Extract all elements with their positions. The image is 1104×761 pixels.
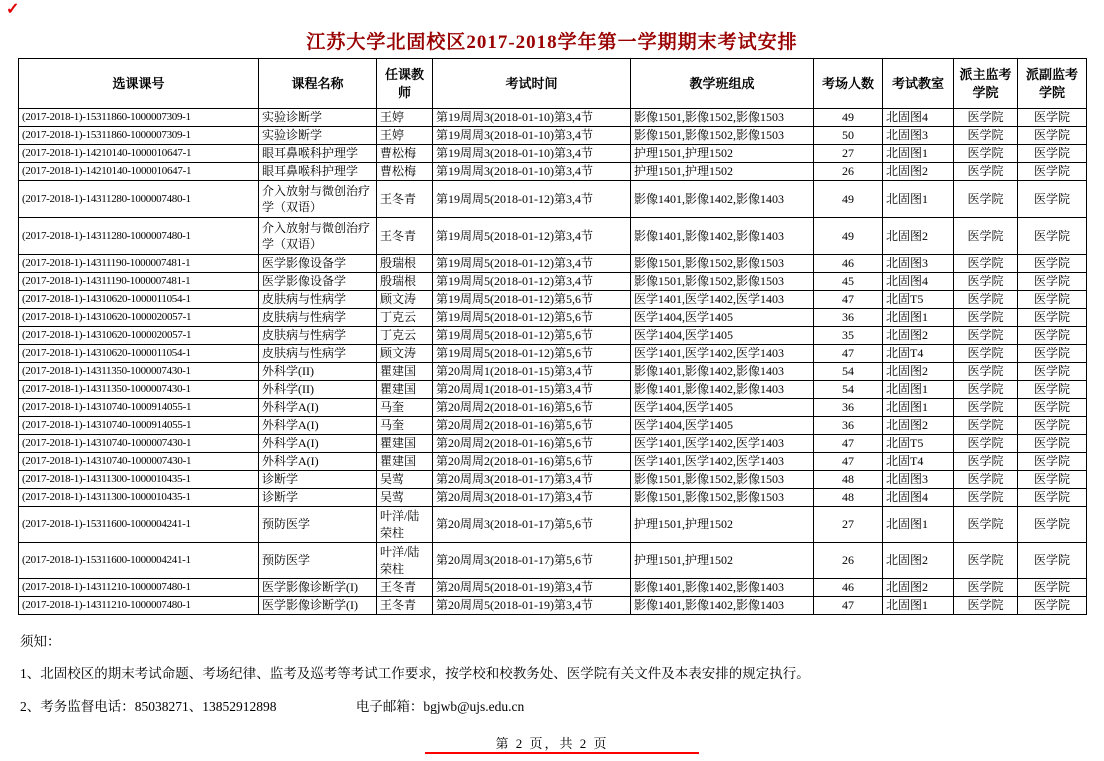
table-row	[19, 327, 1087, 345]
table-cell: 第20周周2(2018-01-16)第5,6节	[433, 453, 631, 471]
table-cell: (2017-2018-1)-14311190-1000007481-1	[19, 273, 259, 291]
table-cell: 医学影像诊断学(I)	[259, 597, 377, 615]
table-cell: 47	[814, 435, 883, 453]
table-cell: (2017-2018-1)-14310740-1000007430-1	[19, 453, 259, 471]
column-header: 课程名称	[259, 59, 377, 109]
table-cell: 北固图1	[883, 381, 954, 399]
table-cell: 叶洋/陆荣柱	[377, 543, 433, 579]
table-cell: (2017-2018-1)-14310740-1000914055-1	[19, 417, 259, 435]
table-cell: 36	[814, 309, 883, 327]
table-cell: 医学院	[1018, 507, 1087, 543]
table-cell: 外科学(II)	[259, 381, 377, 399]
column-header: 考试教室	[883, 59, 954, 109]
table-cell: 医学院	[954, 489, 1018, 507]
table-cell: 预防医学	[259, 507, 377, 543]
column-header: 派副监考学院	[1018, 59, 1087, 109]
table-cell: 北固图2	[883, 579, 954, 597]
page-title: 江苏大学北固校区2017-2018学年第一学期期末考试安排	[306, 32, 798, 53]
table-cell: 49	[814, 218, 883, 255]
table-cell: 丁克云	[377, 327, 433, 345]
table-cell: 北固T5	[883, 291, 954, 309]
table-cell: 医学院	[1018, 109, 1087, 127]
table-cell: 眼耳鼻喉科护理学	[259, 163, 377, 181]
table-cell: (2017-2018-1)-14311300-1000010435-1	[19, 489, 259, 507]
table-cell: 医学院	[954, 109, 1018, 127]
table-cell: 医学院	[1018, 471, 1087, 489]
table-cell: 医学院	[1018, 309, 1087, 327]
table-row	[19, 181, 1087, 218]
table-cell: 医学院	[954, 163, 1018, 181]
red-check-icon: ✓	[6, 1, 20, 18]
table-cell: (2017-2018-1)-15311860-1000007309-1	[19, 109, 259, 127]
table-cell: (2017-2018-1)-14210140-1000010647-1	[19, 145, 259, 163]
table-cell: 医学院	[1018, 181, 1087, 218]
table-cell: (2017-2018-1)-14310620-1000020057-1	[19, 327, 259, 345]
table-cell: 医学1404,医学1405	[631, 309, 814, 327]
table-cell: 皮肤病与性病学	[259, 327, 377, 345]
table-row	[19, 363, 1087, 381]
table-cell: 影像1401,影像1402,影像1403	[631, 218, 814, 255]
table-row	[19, 291, 1087, 309]
table-cell: 王冬青	[377, 218, 433, 255]
table-row	[19, 399, 1087, 417]
table-row	[19, 579, 1087, 597]
table-row	[19, 255, 1087, 273]
table-row	[19, 109, 1087, 127]
table-cell: 第19周周5(2018-01-12)第5,6节	[433, 309, 631, 327]
table-row	[19, 471, 1087, 489]
table-cell: 顾文涛	[377, 291, 433, 309]
table-cell: 医学院	[954, 507, 1018, 543]
table-cell: 影像1401,影像1402,影像1403	[631, 181, 814, 218]
column-header: 考场人数	[814, 59, 883, 109]
table-cell: 医学影像诊断学(I)	[259, 579, 377, 597]
table-cell: 瞿建国	[377, 453, 433, 471]
column-header: 选课课号	[19, 59, 259, 109]
table-cell: 丁克云	[377, 309, 433, 327]
table-row	[19, 127, 1087, 145]
table-cell: 影像1501,影像1502,影像1503	[631, 109, 814, 127]
table-cell: 吴莺	[377, 489, 433, 507]
table-cell: 医学院	[1018, 543, 1087, 579]
page-number-underline	[425, 752, 699, 754]
table-cell: 第20周周2(2018-01-16)第5,6节	[433, 435, 631, 453]
table-cell: 第19周周5(2018-01-12)第5,6节	[433, 327, 631, 345]
table-cell: 外科学(II)	[259, 363, 377, 381]
table-cell: 医学院	[954, 381, 1018, 399]
table-cell: 医学院	[954, 327, 1018, 345]
table-cell: 北固图2	[883, 417, 954, 435]
table-cell: (2017-2018-1)-14311280-1000007480-1	[19, 181, 259, 218]
table-cell: 医学院	[1018, 273, 1087, 291]
table-cell: 影像1401,影像1402,影像1403	[631, 579, 814, 597]
table-cell: 第19周周3(2018-01-10)第3,4节	[433, 127, 631, 145]
table-cell: 北固图1	[883, 507, 954, 543]
table-cell: 第20周周2(2018-01-16)第5,6节	[433, 417, 631, 435]
table-row	[19, 218, 1087, 255]
table-cell: 第20周周1(2018-01-15)第3,4节	[433, 363, 631, 381]
table-cell: 影像1501,影像1502,影像1503	[631, 255, 814, 273]
table-cell: 诊断学	[259, 489, 377, 507]
table-cell: 47	[814, 345, 883, 363]
table-cell: 介入放射与微创治疗学（双语）	[259, 181, 377, 218]
table-cell: 影像1501,影像1502,影像1503	[631, 127, 814, 145]
table-cell: 影像1401,影像1402,影像1403	[631, 363, 814, 381]
table-cell: (2017-2018-1)-14310740-1000007430-1	[19, 435, 259, 453]
table-cell: 医学院	[954, 181, 1018, 218]
table-cell: 医学院	[1018, 145, 1087, 163]
table-cell: 第19周周5(2018-01-12)第3,4节	[433, 181, 631, 218]
table-row	[19, 543, 1087, 579]
table-cell: 医学院	[1018, 399, 1087, 417]
table-cell: 吴莺	[377, 471, 433, 489]
table-cell: 北固图2	[883, 363, 954, 381]
table-cell: 医学院	[954, 597, 1018, 615]
table-cell: 影像1501,影像1502,影像1503	[631, 273, 814, 291]
table-cell: 医学院	[1018, 291, 1087, 309]
table-cell: 第19周周5(2018-01-12)第3,4节	[433, 273, 631, 291]
table-cell: 殷瑞根	[377, 255, 433, 273]
table-cell: (2017-2018-1)-14311190-1000007481-1	[19, 255, 259, 273]
table-cell: 45	[814, 273, 883, 291]
table-cell: 26	[814, 543, 883, 579]
table-cell: 实验诊断学	[259, 109, 377, 127]
table-cell: 护理1501,护理1502	[631, 507, 814, 543]
table-cell: (2017-2018-1)-14310740-1000914055-1	[19, 399, 259, 417]
note-1: 1、北固校区的期末考试命题、考场纪律、监考及巡考等考试工作要求，按学校和校教务处、医学院有关文件及本表安排的规定执行。	[20, 666, 810, 681]
table-cell: 影像1501,影像1502,影像1503	[631, 471, 814, 489]
table-cell: 医学1404,医学1405	[631, 399, 814, 417]
table-cell: 47	[814, 291, 883, 309]
table-cell: (2017-2018-1)-14310620-1000011054-1	[19, 291, 259, 309]
table-cell: (2017-2018-1)-15311860-1000007309-1	[19, 127, 259, 145]
table-cell: 医学院	[954, 218, 1018, 255]
table-body	[19, 109, 1087, 615]
table-cell: 医学1404,医学1405	[631, 417, 814, 435]
table-cell: 第19周周5(2018-01-12)第5,6节	[433, 345, 631, 363]
table-header	[19, 59, 1087, 109]
table-cell: 医学院	[1018, 489, 1087, 507]
table-cell: 北固图1	[883, 145, 954, 163]
table-cell: 50	[814, 127, 883, 145]
table-cell: 北固图4	[883, 489, 954, 507]
table-cell: 35	[814, 327, 883, 345]
table-cell: 外科学A(I)	[259, 417, 377, 435]
table-cell: 第20周周3(2018-01-17)第5,6节	[433, 507, 631, 543]
table-cell: 医学院	[954, 435, 1018, 453]
table-cell: 医学院	[954, 309, 1018, 327]
table-cell: 48	[814, 471, 883, 489]
table-cell: 第19周周3(2018-01-10)第3,4节	[433, 163, 631, 181]
table-cell: 第20周周5(2018-01-19)第3,4节	[433, 579, 631, 597]
table-cell: 第19周周5(2018-01-12)第5,6节	[433, 291, 631, 309]
table-cell: 26	[814, 163, 883, 181]
table-cell: 皮肤病与性病学	[259, 345, 377, 363]
table-row	[19, 453, 1087, 471]
table-cell: 护理1501,护理1502	[631, 145, 814, 163]
table-cell: 47	[814, 453, 883, 471]
table-cell: 49	[814, 181, 883, 218]
table-cell: 北固图1	[883, 309, 954, 327]
notes-heading: 须知：	[20, 634, 61, 649]
table-cell: 医学院	[1018, 381, 1087, 399]
table-cell: 北固图3	[883, 255, 954, 273]
table-cell: 第20周周3(2018-01-17)第5,6节	[433, 543, 631, 579]
table-cell: 北固图3	[883, 471, 954, 489]
table-cell: 医学院	[954, 471, 1018, 489]
table-cell: 医学院	[954, 255, 1018, 273]
table-cell: 36	[814, 417, 883, 435]
column-header: 派主监考学院	[954, 59, 1018, 109]
table-cell: 36	[814, 399, 883, 417]
table-cell: 医学院	[954, 145, 1018, 163]
table-cell: 27	[814, 507, 883, 543]
table-cell: 北固图2	[883, 543, 954, 579]
table-cell: 医学院	[1018, 327, 1087, 345]
table-cell: 王冬青	[377, 181, 433, 218]
table-row	[19, 273, 1087, 291]
column-header: 教学班组成	[631, 59, 814, 109]
table-cell: 54	[814, 363, 883, 381]
table-cell: (2017-2018-1)-14210140-1000010647-1	[19, 163, 259, 181]
page-number: 第 2 页，共 2 页	[495, 736, 609, 751]
table-cell: 北固图2	[883, 218, 954, 255]
note-2-phone: 2、考务监督电话：85038271、13852912898	[20, 699, 277, 714]
table-cell: 医学1401,医学1402,医学1403	[631, 453, 814, 471]
table-cell: 北固图3	[883, 127, 954, 145]
table-cell: 瞿建国	[377, 381, 433, 399]
table-cell: 预防医学	[259, 543, 377, 579]
table-row	[19, 345, 1087, 363]
table-row	[19, 489, 1087, 507]
table-cell: 瞿建国	[377, 435, 433, 453]
table-cell: 殷瑞根	[377, 273, 433, 291]
table-cell: 医学影像设备学	[259, 255, 377, 273]
table-cell: 医学1401,医学1402,医学1403	[631, 291, 814, 309]
table-cell: 北固图4	[883, 273, 954, 291]
table-cell: 医学院	[1018, 417, 1087, 435]
table-cell: 第20周周3(2018-01-17)第3,4节	[433, 471, 631, 489]
table-cell: (2017-2018-1)-14310620-1000020057-1	[19, 309, 259, 327]
table-cell: 医学院	[954, 273, 1018, 291]
table-cell: (2017-2018-1)-14311280-1000007480-1	[19, 218, 259, 255]
table-cell: 北固图1	[883, 597, 954, 615]
table-cell: 27	[814, 145, 883, 163]
table-cell: 马奎	[377, 417, 433, 435]
table-cell: 医学1404,医学1405	[631, 327, 814, 345]
table-cell: 马奎	[377, 399, 433, 417]
table-cell: 外科学A(I)	[259, 453, 377, 471]
table-row	[19, 597, 1087, 615]
column-header: 任课教师	[377, 59, 433, 109]
table-cell: 第20周周5(2018-01-19)第3,4节	[433, 597, 631, 615]
table-cell: (2017-2018-1)-14311210-1000007480-1	[19, 579, 259, 597]
note-2-email: 电子邮箱：bgjwb@ujs.edu.cn	[355, 699, 525, 714]
table-cell: 医学院	[1018, 255, 1087, 273]
table-header-row	[19, 59, 1087, 109]
table-cell: 医学院	[1018, 127, 1087, 145]
table-cell: 护理1501,护理1502	[631, 543, 814, 579]
table-cell: 曹松梅	[377, 145, 433, 163]
table-cell: (2017-2018-1)-14311300-1000010435-1	[19, 471, 259, 489]
table-cell: 第20周周2(2018-01-16)第5,6节	[433, 399, 631, 417]
table-cell: 49	[814, 109, 883, 127]
table-cell: 第20周周1(2018-01-15)第3,4节	[433, 381, 631, 399]
table-cell: 北固T5	[883, 435, 954, 453]
table-cell: 48	[814, 489, 883, 507]
table-cell: 医学院	[1018, 218, 1087, 255]
table-cell: 皮肤病与性病学	[259, 309, 377, 327]
table-cell: 医学影像设备学	[259, 273, 377, 291]
table-cell: 北固图4	[883, 109, 954, 127]
table-cell: 北固T4	[883, 453, 954, 471]
column-header: 考试时间	[433, 59, 631, 109]
table-row	[19, 435, 1087, 453]
table-cell: (2017-2018-1)-15311600-1000004241-1	[19, 507, 259, 543]
table-cell: 顾文涛	[377, 345, 433, 363]
table-cell: 54	[814, 381, 883, 399]
table-cell: 医学院	[954, 363, 1018, 381]
table-cell: 诊断学	[259, 471, 377, 489]
table-cell: 医学院	[954, 345, 1018, 363]
table-cell: 医学院	[954, 417, 1018, 435]
table-cell: 眼耳鼻喉科护理学	[259, 145, 377, 163]
table-cell: 医学1401,医学1402,医学1403	[631, 345, 814, 363]
table-cell: (2017-2018-1)-15311600-1000004241-1	[19, 543, 259, 579]
table-cell: 第19周周5(2018-01-12)第3,4节	[433, 218, 631, 255]
table-cell: 王婷	[377, 127, 433, 145]
table-cell: 介入放射与微创治疗学（双语）	[259, 218, 377, 255]
table-cell: (2017-2018-1)-14310620-1000011054-1	[19, 345, 259, 363]
exam-schedule-table	[18, 58, 1087, 615]
table-cell: 北固图1	[883, 181, 954, 218]
note-2	[20, 695, 524, 715]
table-cell: 影像1401,影像1402,影像1403	[631, 381, 814, 399]
table-cell: 医学院	[954, 579, 1018, 597]
table-row	[19, 309, 1087, 327]
table-cell: 北固T4	[883, 345, 954, 363]
table-cell: 北固图2	[883, 327, 954, 345]
table-cell: 第19周周5(2018-01-12)第3,4节	[433, 255, 631, 273]
table-cell: (2017-2018-1)-14311350-1000007430-1	[19, 363, 259, 381]
table-cell: 医学院	[954, 543, 1018, 579]
table-cell: 王冬青	[377, 579, 433, 597]
table-cell: 医学院	[1018, 435, 1087, 453]
table-cell: 外科学A(I)	[259, 399, 377, 417]
table-cell: 曹松梅	[377, 163, 433, 181]
table-cell: 外科学A(I)	[259, 435, 377, 453]
table-row	[19, 163, 1087, 181]
table-cell: 医学院	[1018, 363, 1087, 381]
table-cell: 医学院	[1018, 579, 1087, 597]
table-cell: 瞿建国	[377, 363, 433, 381]
table-cell: 北固图1	[883, 399, 954, 417]
table-cell: 影像1401,影像1402,影像1403	[631, 597, 814, 615]
table-cell: 医学院	[954, 127, 1018, 145]
table-cell: 医学院	[1018, 453, 1087, 471]
table-row	[19, 417, 1087, 435]
table-cell: 医学院	[1018, 345, 1087, 363]
table-cell: 王婷	[377, 109, 433, 127]
table-cell: 医学院	[1018, 163, 1087, 181]
table-row	[19, 507, 1087, 543]
table-cell: 47	[814, 597, 883, 615]
table-cell: (2017-2018-1)-14311350-1000007430-1	[19, 381, 259, 399]
table-row	[19, 381, 1087, 399]
table-cell: 王冬青	[377, 597, 433, 615]
table-cell: 皮肤病与性病学	[259, 291, 377, 309]
table-cell: 叶洋/陆荣柱	[377, 507, 433, 543]
table-cell: 护理1501,护理1502	[631, 163, 814, 181]
table-cell: 46	[814, 579, 883, 597]
table-cell: 46	[814, 255, 883, 273]
table-cell: 北固图2	[883, 163, 954, 181]
table-row	[19, 145, 1087, 163]
table-cell: 医学院	[954, 399, 1018, 417]
table-cell: 第19周周3(2018-01-10)第3,4节	[433, 109, 631, 127]
table-cell: 实验诊断学	[259, 127, 377, 145]
table-cell: 医学院	[954, 291, 1018, 309]
table-cell: 医学院	[1018, 597, 1087, 615]
table-cell: 医学院	[954, 453, 1018, 471]
table-cell: (2017-2018-1)-14311210-1000007480-1	[19, 597, 259, 615]
table-cell: 第20周周3(2018-01-17)第3,4节	[433, 489, 631, 507]
table-cell: 医学1401,医学1402,医学1403	[631, 435, 814, 453]
table-cell: 影像1501,影像1502,影像1503	[631, 489, 814, 507]
table-cell: 第19周周3(2018-01-10)第3,4节	[433, 145, 631, 163]
